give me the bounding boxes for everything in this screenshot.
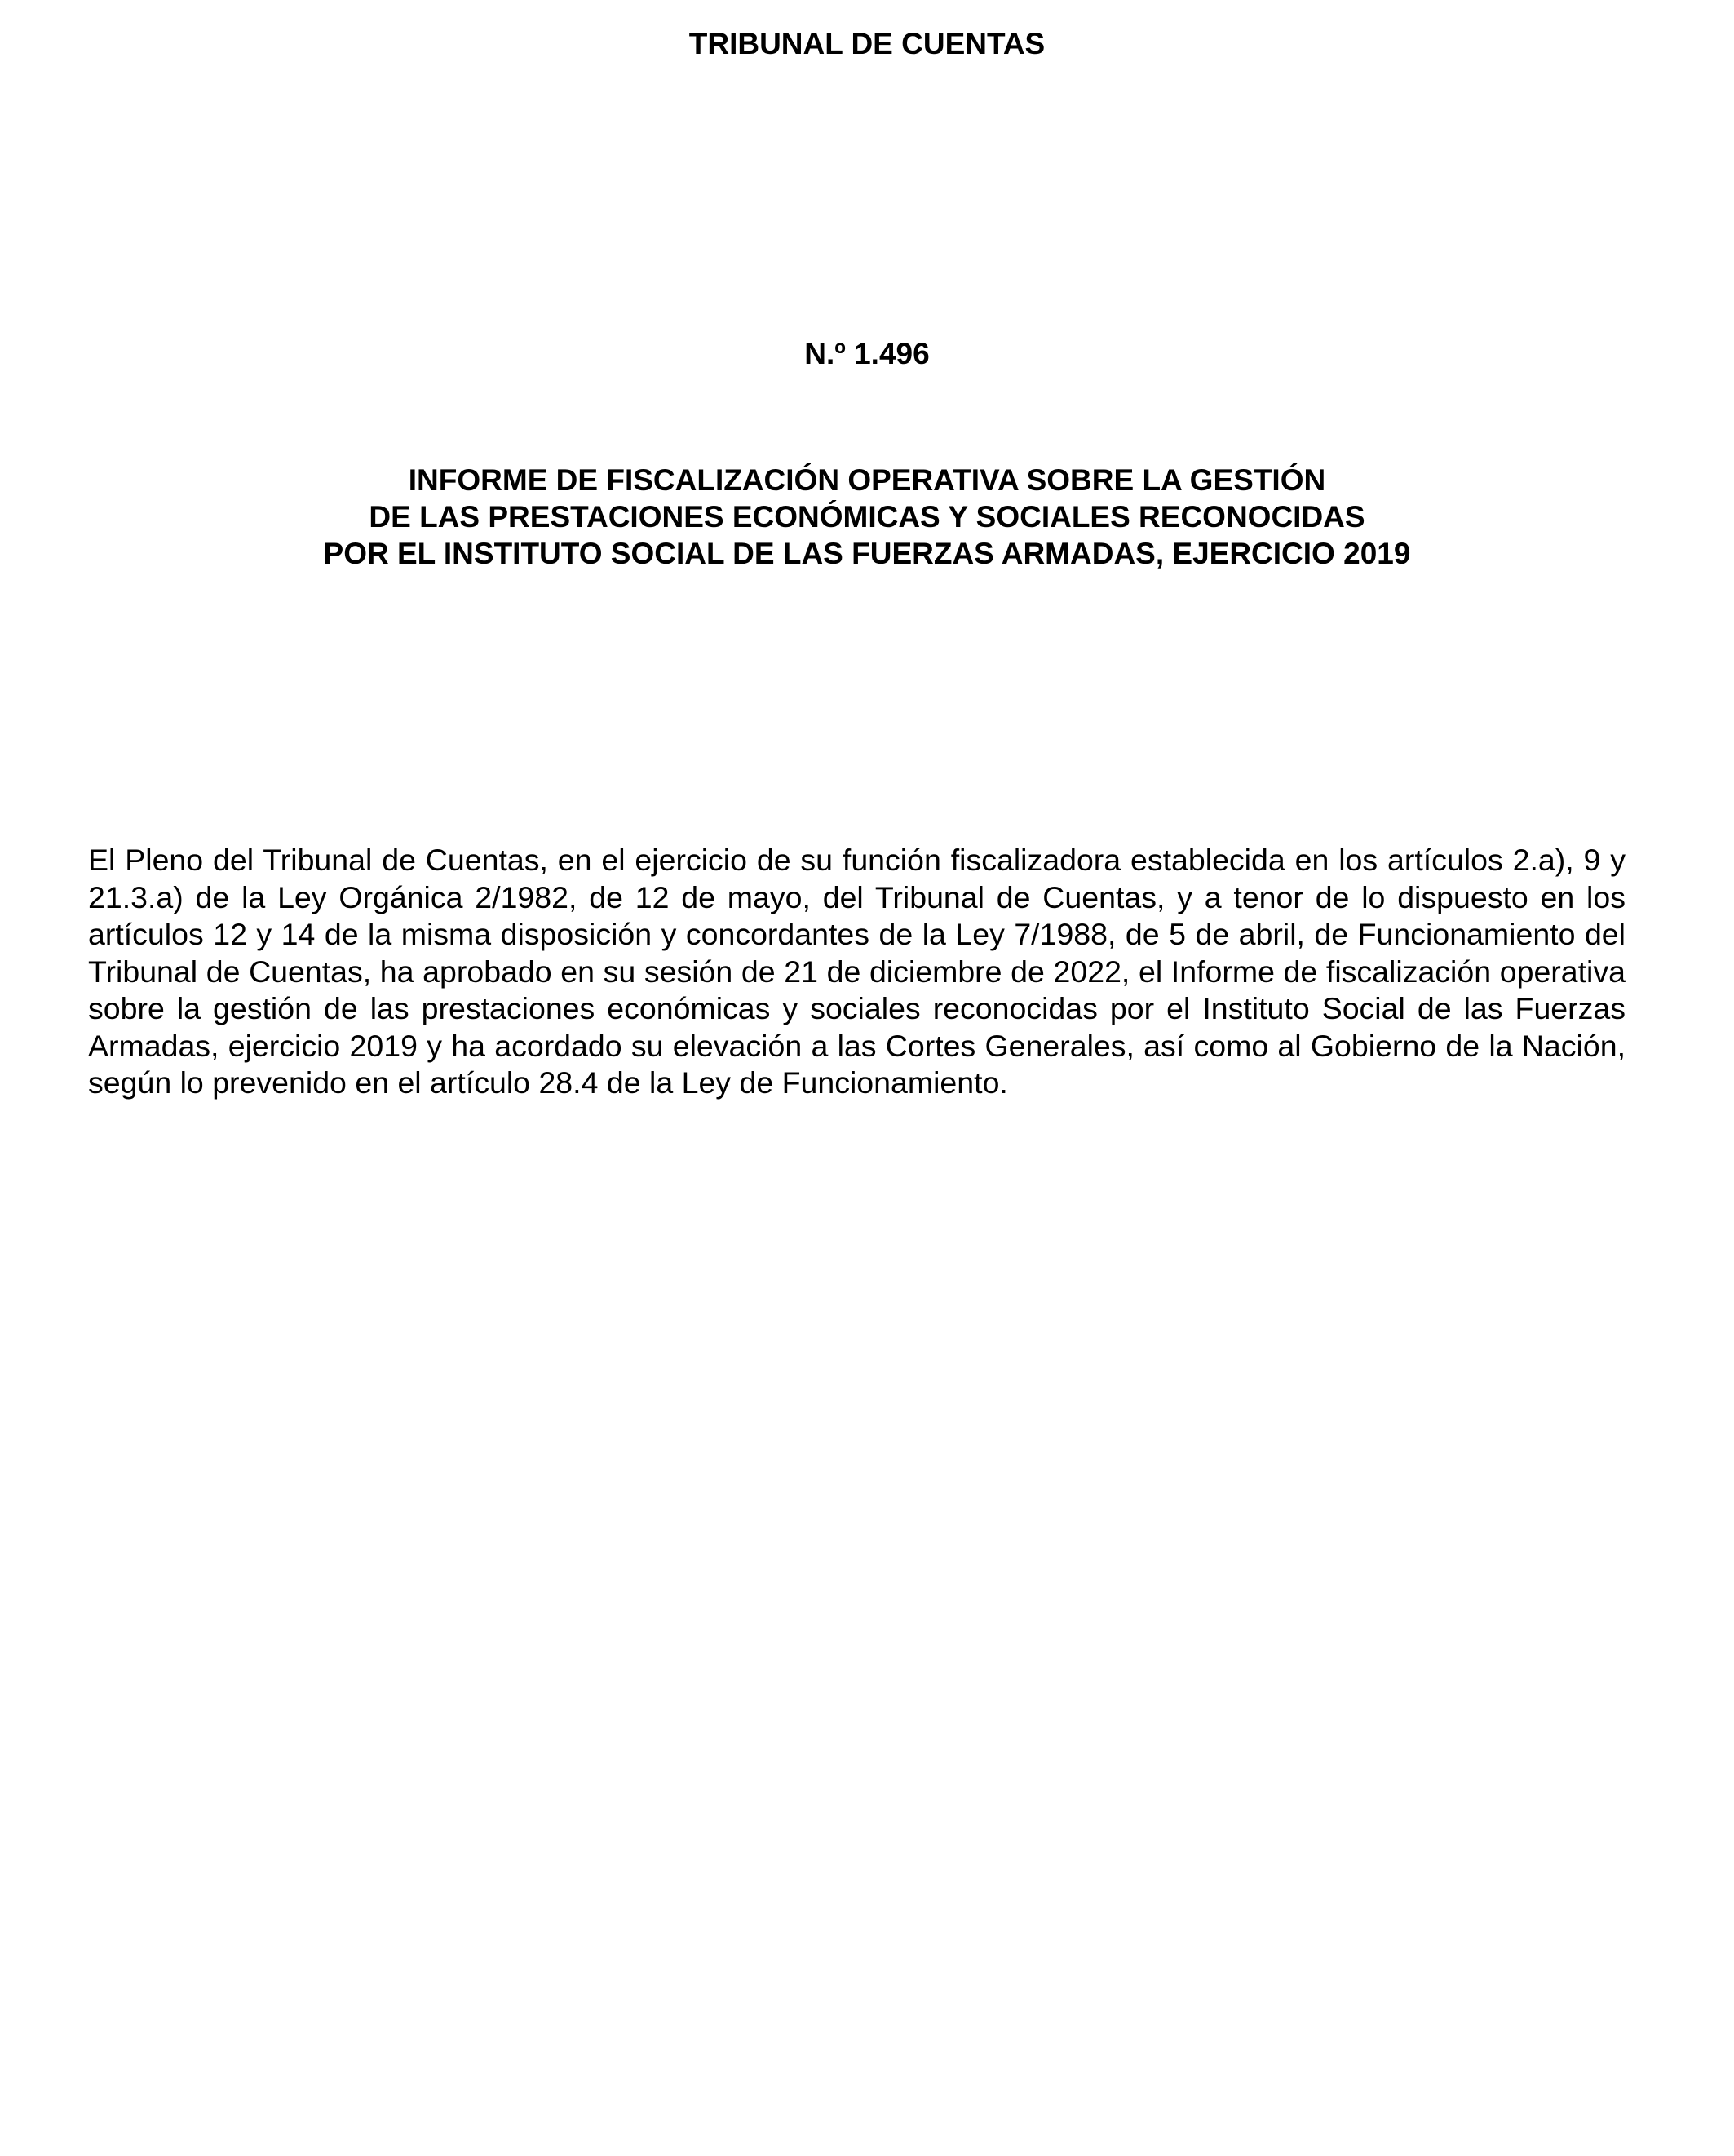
report-title-line-2: DE LAS PRESTACIONES ECONÓMICAS Y SOCIALES RECONOCIDAS — [369, 500, 1365, 533]
report-title-line-1: INFORME DE FISCALIZACIÓN OPERATIVA SOBRE LA GESTIÓN — [408, 463, 1326, 497]
report-number: N.º 1.496 — [804, 337, 930, 370]
institution-header: TRIBUNAL DE CUENTAS — [688, 27, 1046, 60]
approval-paragraph: El Pleno del Tribunal de Cuentas, en el ejercicio de su función fiscalizadora establecida en los artículos 2.a), 9 y 21.3.a) de la Ley Orgánica 2/1982, de 12 de mayo, del Tribunal de Cuentas, y a tenor de lo dispuesto en los artículos 12 y 14 de la misma disposición y concordantes de la Ley 7/1988, de 5 de abril, de Funcionamiento del Tribunal de Cuentas, ha aprobado en su sesión de 21 de diciembre de 2022, el Informe de fiscalización operativa sobre la gestión de las prestaciones económicas y sociales reconocidas por el Instituto Social de las Fuerzas Armadas, ejercicio 2019 y ha acordado su elevación a las Cortes Generales, así como al Gobierno de la Nación, según lo prevenido en el artículo 28.4 de la Ley de Funcionamiento. — [88, 843, 1626, 1100]
report-title — [0, 462, 1734, 572]
report-title-line-3: POR EL INSTITUTO SOCIAL DE LAS FUERZAS ARMADAS, EJERCICIO 2019 — [323, 537, 1411, 570]
